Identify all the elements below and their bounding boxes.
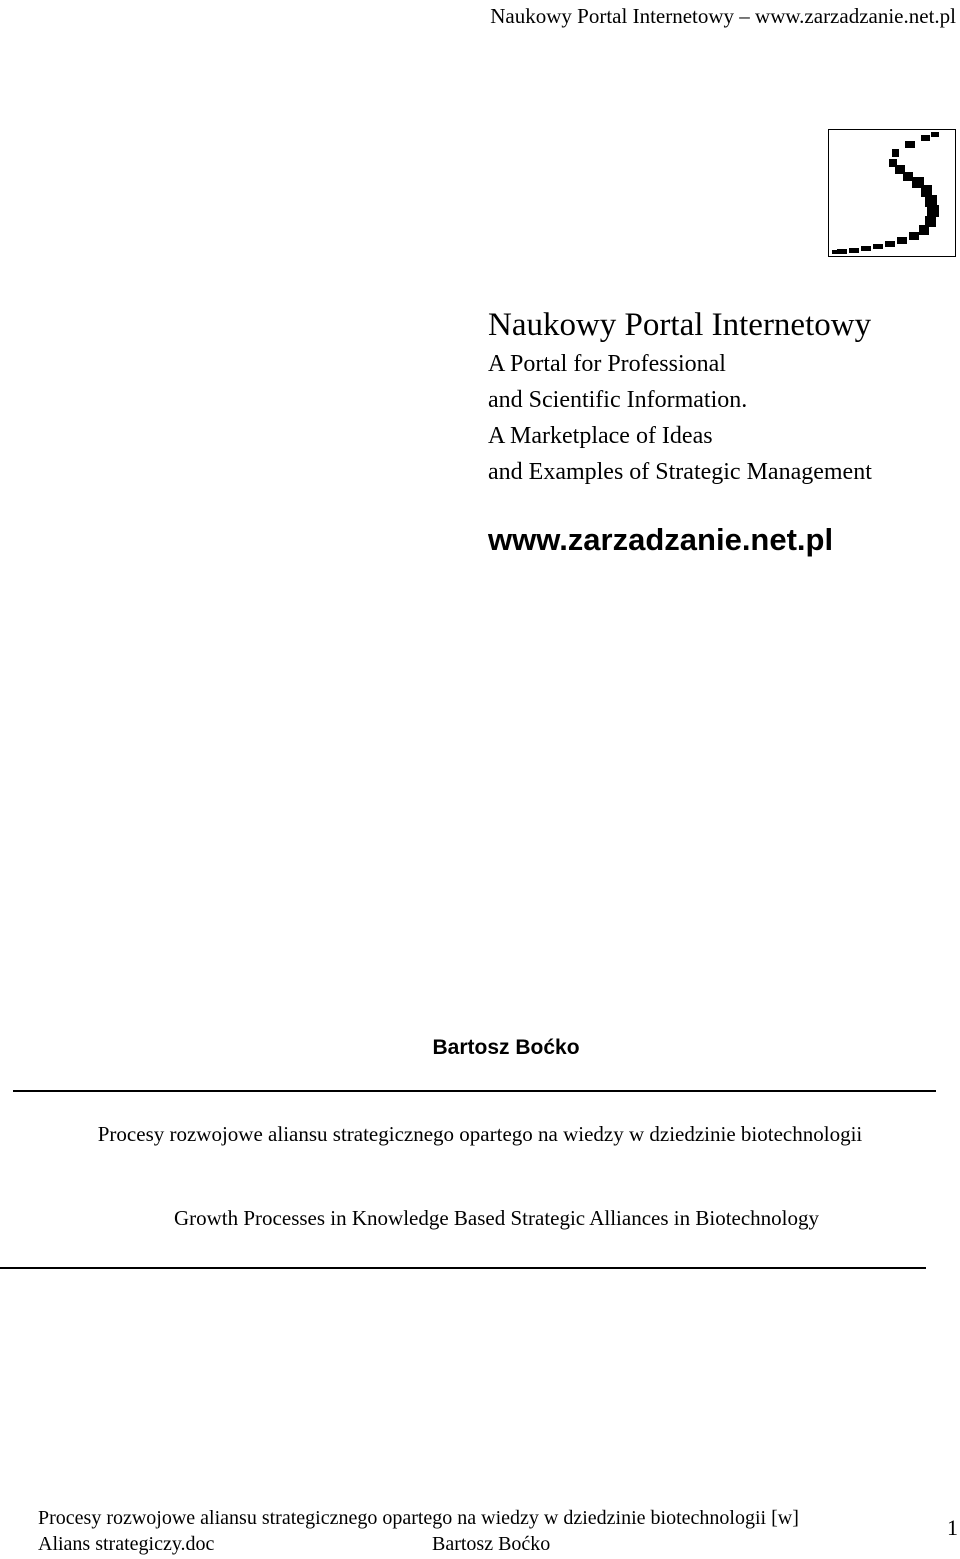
page-footer [38, 1507, 958, 1557]
title-divider-bottom [0, 1267, 926, 1269]
portal-description [488, 304, 958, 490]
document-title-english: Growth Processes in Knowledge Based Strategic Alliances in Biotechnology [173, 1206, 820, 1230]
page-number: 1 [947, 1515, 958, 1540]
document-title-polish: Procesy rozwojowe aliansu strategicznego opartego na wiedzy w dziedzinie biotechnologii [97, 1122, 863, 1146]
running-header: Naukowy Portal Internetowy – www.zarzadzanie.net.pl [490, 4, 956, 28]
title-divider-top [13, 1090, 936, 1092]
author-name: Bartosz Boćko [432, 1036, 580, 1059]
footer-author: Bartosz Boćko [432, 1533, 551, 1555]
s-curve-logo-icon [829, 130, 955, 256]
footer-filename: Alians strategiczy.doc [38, 1533, 215, 1555]
footer-citation: Procesy rozwojowe aliansu strategicznego opartego na wiedzy w dziedzinie biotechnologii [w] [38, 1507, 799, 1529]
portal-title: Naukowy Portal Internetowy [488, 307, 872, 343]
portal-url: www.zarzadzanie.net.pl [488, 522, 834, 557]
portal-line-2: and Scientific Information. [488, 387, 748, 413]
portal-line-1: A Portal for Professional [488, 351, 726, 377]
portal-logo [828, 129, 956, 257]
portal-line-4: and Examples of Strategic Management [488, 459, 872, 485]
portal-line-3: A Marketplace of Ideas [488, 423, 713, 449]
